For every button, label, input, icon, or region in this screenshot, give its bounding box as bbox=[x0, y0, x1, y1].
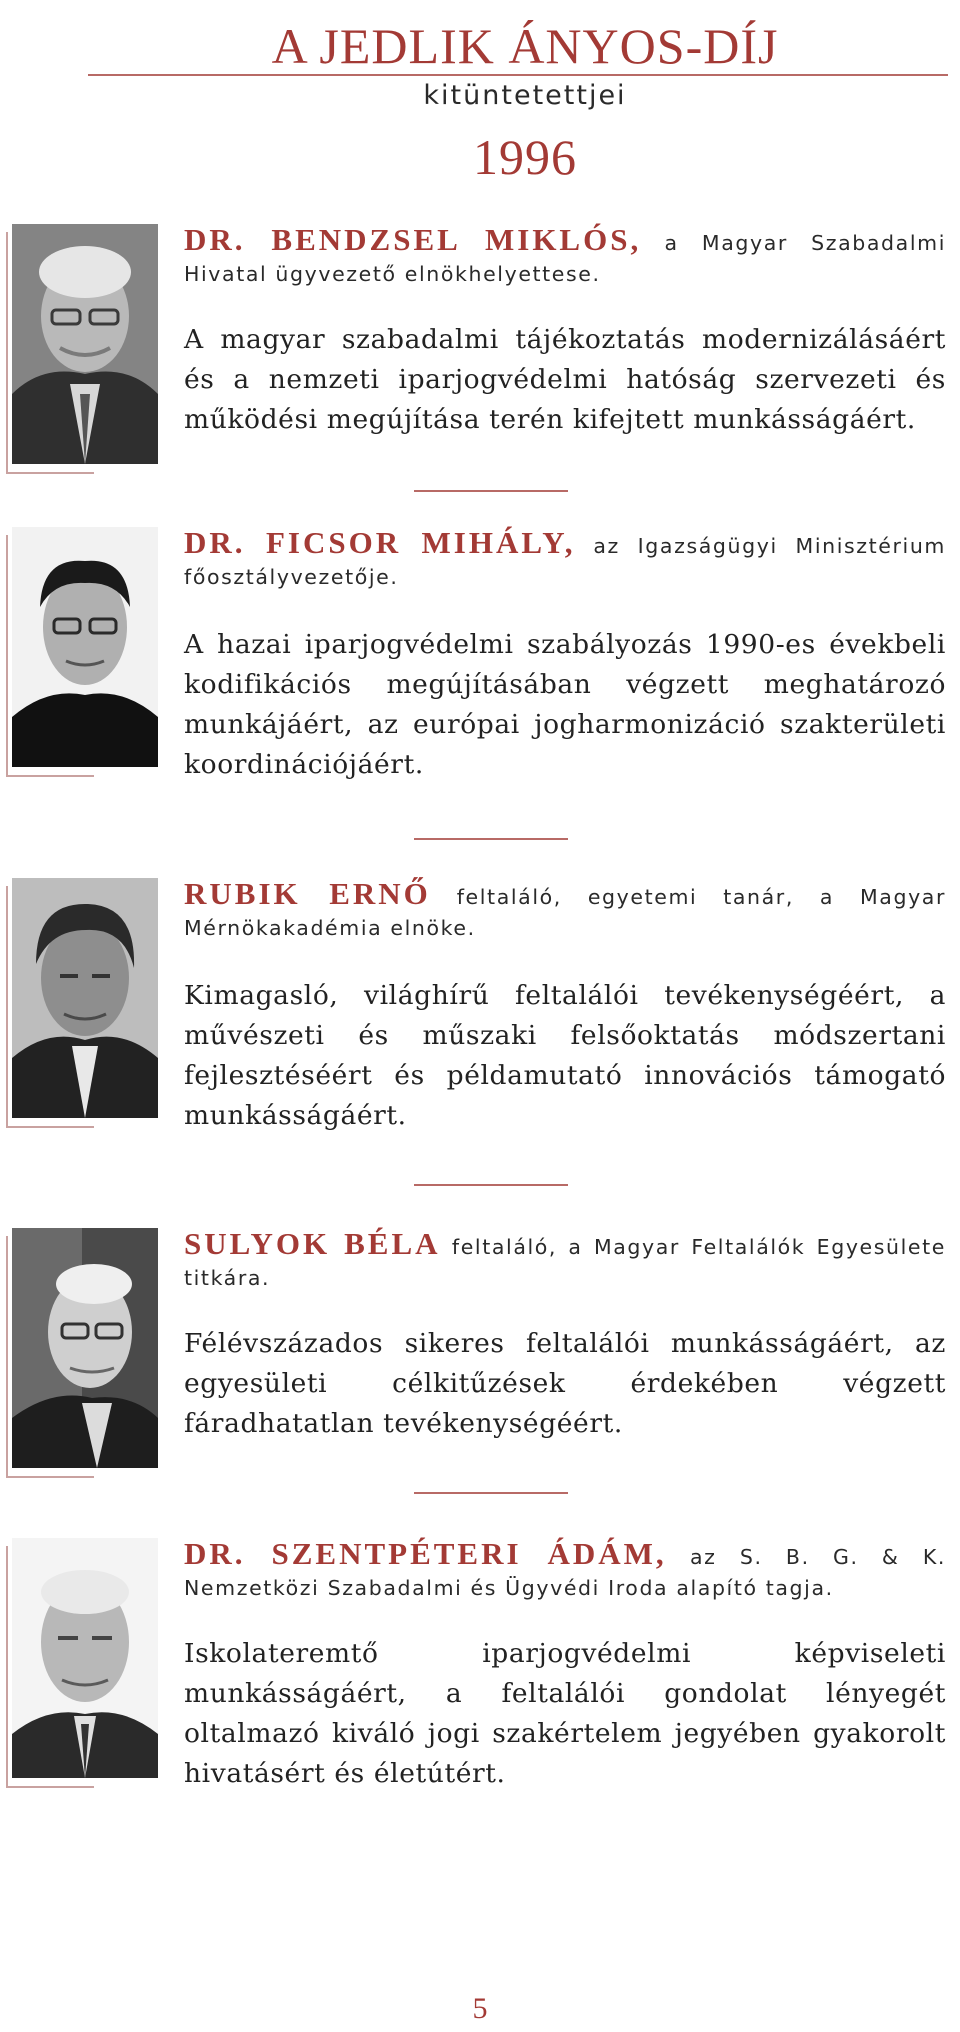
laureate-text bbox=[184, 1538, 946, 1794]
laureate-name: RUBIK ERNŐ bbox=[184, 876, 431, 911]
laureate-photo-frame bbox=[0, 1228, 160, 1488]
laureate-photo-frame bbox=[0, 878, 160, 1138]
laureate-photo bbox=[12, 878, 158, 1118]
laureate-name: DR. BENDZSEL MIKLÓS, bbox=[184, 222, 642, 257]
laureate-citation: Félévszázados sikeres feltalálói munkásságáért, az egyesületi célkitűzések érdekében végzett fáradhatatlan tevékenységéért. bbox=[184, 1328, 946, 1439]
entry-divider bbox=[414, 1184, 568, 1186]
laureate-photo-frame bbox=[0, 527, 160, 787]
page-number: 5 bbox=[472, 1992, 488, 2025]
laureate-citation: A hazai iparjogvédelmi szabályozás 1990-es évekbeli kodifikációs megújításában végzett meghatározó munkájáért, az európai jogharmonizáció szakterületi koordinációjáért. bbox=[184, 629, 946, 780]
entry-divider bbox=[414, 1492, 568, 1494]
entry-divider bbox=[414, 838, 568, 840]
laureate-text bbox=[184, 878, 946, 1136]
award-year: 1996 bbox=[473, 129, 577, 185]
laureate-citation: Iskolateremtő iparjogvédelmi képviseleti munkásságáért, a feltalálói gondolat lényegét oltalmazó kiváló jogi szakértelem jegyében gyakorolt hivatásért és életútért. bbox=[184, 1638, 946, 1789]
laureate-photo bbox=[12, 1538, 158, 1778]
page-title: A JEDLIK ÁNYOS-DÍJ bbox=[271, 18, 779, 74]
laureate-photo bbox=[12, 224, 158, 464]
title-divider bbox=[88, 74, 948, 76]
laureate-name: SULYOK BÉLA bbox=[184, 1226, 441, 1261]
laureate-photo-frame bbox=[0, 224, 160, 484]
laureate-citation: Kimagasló, világhírű feltalálói tevékenységéért, a művészeti és műszaki felsőoktatás módszertani fejlesztéséért és példamutató innovációs támogató munkásságáért. bbox=[184, 980, 946, 1131]
laureate-name: DR. SZENTPÉTERI ÁDÁM, bbox=[184, 1536, 667, 1571]
laureate-text bbox=[184, 224, 946, 440]
laureate-role: feltaláló, a Magyar Feltalálók Egyesülete titkára. bbox=[184, 1235, 946, 1290]
laureate-text bbox=[184, 1228, 946, 1444]
laureate-role: az S. B. G. & K. Nemzetközi Szabadalmi és Ügyvédi Iroda alapító tagja. bbox=[184, 1545, 946, 1600]
laureate-citation: A magyar szabadalmi tájékoztatás modernizálásáért és a nemzeti iparjogvédelmi hatóság szervezeti és működési megújítása terén kifejtett munkásságáért. bbox=[184, 324, 946, 435]
laureate-role: a Magyar Szabadalmi Hivatal ügyvezető elnökhelyettese. bbox=[184, 231, 946, 286]
page-subtitle: kitüntetettjei bbox=[423, 80, 627, 111]
laureate-photo bbox=[12, 1228, 158, 1468]
laureate-role: az Igazságügyi Minisztérium főosztályvezetője. bbox=[184, 534, 946, 589]
laureate-role: feltaláló, egyetemi tanár, a Magyar Mérnökakadémia elnöke. bbox=[184, 885, 946, 940]
laureate-name: DR. FICSOR MIHÁLY, bbox=[184, 525, 576, 560]
entry-divider bbox=[414, 490, 568, 492]
laureate-photo-frame bbox=[0, 1538, 160, 1798]
laureate-text bbox=[184, 527, 946, 785]
laureate-photo bbox=[12, 527, 158, 767]
